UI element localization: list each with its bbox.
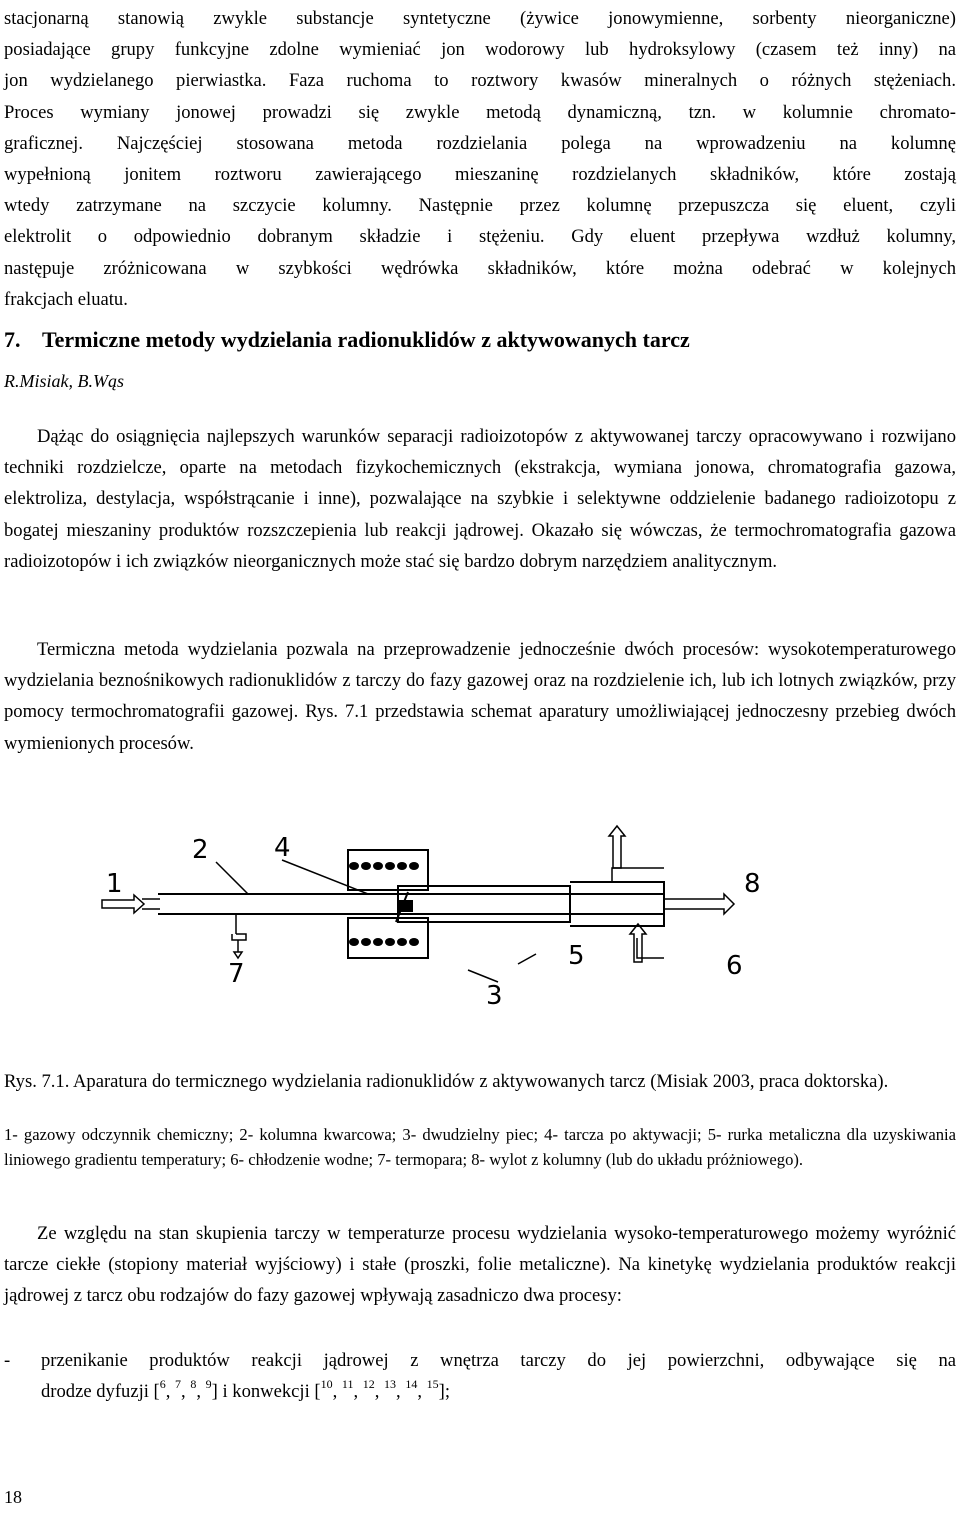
intro-line: następuje zróżnicowana w szybkości wędrówka składników, które można odebrać w kolejnych: [4, 257, 956, 279]
citation-ref: 11: [341, 1377, 354, 1391]
label-5: 5: [568, 941, 585, 971]
intro-line: wypełnioną jonitem roztworu zawierającego mieszaninę rozdzielanych składników, które zostają: [4, 164, 956, 185]
section-number: 7.: [4, 327, 21, 352]
intro-line: elektrolit o odpowiednio dobranym składzie i stężeniu. Gdy eluent przepływa wzdłuż kolumny,: [4, 226, 956, 248]
intro-line: jon wydzielanego pierwiastka. Faza ruchoma to roztwory kwasów mineralnych o różnych stężeniach.: [4, 70, 956, 92]
intro-line: graficznej. Najczęściej stosowana metoda rozdzielania polega na wprowadzeniu na kolumnę: [4, 132, 956, 154]
intro-line: posiadające grupy funkcyjne zdolne wymieniać jon wodorowy lub hydroksylowy (czasem też inny) na: [4, 39, 956, 61]
intro-line: stacjonarną stanowią zwykle substancje syntetyczne (żywice jonowymienne, sorbenty nieorganiczne): [4, 8, 956, 29]
citation-ref: 10: [320, 1377, 333, 1391]
citation-ref: 8: [190, 1377, 197, 1391]
label-3: 3: [486, 981, 503, 1011]
citation-ref: 9: [205, 1377, 212, 1391]
label-4: 4: [274, 833, 291, 863]
intro-line: wtedy zatrzymane na szczycie kolumny. Następnie przez kolumnę przepuszcza się eluent, czyli: [4, 195, 956, 217]
bullet-line-2: drodze dyfuzji [$^6$, $^7$, $^8$, $^9$] i konwekcji [$^{10}$, $^{11}$, $^{12}$, $^{13}$, $^{14}$, $^{15}$];: [41, 1377, 450, 1402]
apparatus-figure: [98, 822, 778, 1027]
citation-refs-convection: $^{10}$, $^{11}$, $^{12}$, $^{13}$, $^{14}$, $^{15}$: [320, 1377, 439, 1402]
paragraph-thermal-method: Termiczna metoda wydzielania pozwala na przeprowadzenie jednocześnie dwóch procesów: wysokotemperaturowego wydzielania beznośnikowych radionuklidów z tarczy do fazy gazowej oraz na rozdzielenie ich, lub ich lotnych związków, przy pomocy termochromatografii gazowej. Rys. 7.1 przedstawia schemat aparatury umożliwiającej jednoczesny przebieg dwóch wymienionych procesów.: [4, 639, 956, 754]
label-1: 1: [106, 869, 123, 899]
figure-legend: 1- gazowy odczynnik chemiczny; 2- kolumna kwarcowa; 3- dwudzielny piec; 4- tarcza po aktywacji; 5- rurka metaliczna dla uzyskiwania liniowego gradientu temperatury; 6- chłodzenie wodne; 7- termopara; 8- wylot z kolumny (lub do układu próżniowego).: [4, 1125, 956, 1169]
water-inlet-arrow-icon: [630, 924, 646, 962]
furnace-bottom-half: [348, 918, 428, 958]
section-authors: R.Misiak, B.Wąs: [4, 371, 124, 391]
paragraph-target-states: Ze względu na stan skupienia tarczy w temperaturze procesu wydzielania wysoko-temperaturowego możemy wyróżnić tarcze ciekłe (stopiony materiał wyjściowy) i stałe (proszki, folie metaliczne). Na kinetykę wydzielania produktów reakcji jądrowej z tarcz obu rodzajów do fazy gazowej wpływają zasadniczo dwa procesy:: [4, 1223, 956, 1307]
bullet-item-diffusion: [4, 1345, 956, 1407]
bullet-dash: -: [4, 1350, 11, 1371]
citation-ref: 12: [362, 1377, 375, 1391]
label-8: 8: [744, 869, 761, 899]
activated-target: [399, 900, 413, 912]
intro-line: frakcjach eluatu.: [4, 288, 128, 310]
citation-ref: 7: [175, 1377, 182, 1391]
label-7: 7: [228, 959, 245, 989]
water-cooling-jacket: [570, 882, 664, 926]
outlet-arrow-icon: [664, 894, 734, 914]
citation-refs-diffusion: $^6$, $^7$, $^8$, $^9$: [159, 1377, 212, 1402]
bullet-line-1: przenikanie produktów reakcji jądrowej z wnętrza tarczy do jej powierzchni, odbywające się na: [41, 1350, 956, 1371]
section-title: Termiczne metody wydzielania radionuklidów z aktywowanych tarcz: [42, 327, 690, 352]
page-number: 18: [4, 1487, 22, 1507]
label-6: 6: [726, 951, 743, 981]
thermocouple: [232, 914, 246, 940]
citation-ref: 14: [405, 1377, 418, 1391]
figure-caption: Rys. 7.1. Aparatura do termicznego wydzielania radionuklidów z aktywowanych tarcz (Misiak 2003, praca doktorska).: [4, 1071, 889, 1092]
apparatus-schematic: [98, 822, 778, 1022]
water-outlet-arrow-icon: [609, 826, 625, 868]
intro-line: Proces wymiany jonowej prowadzi się zwykle metodą dynamiczną, tzn. w kolumnie chromato-: [4, 101, 956, 123]
paragraph-separation-techniques: Dążąc do osiągnięcia najlepszych warunków separacji radioizotopów z aktywowanej tarczy opracowywano i rozwijano techniki rozdzielcze, oparte na metodach fizykochemicznych (ekstrakcja, wymiana jonowa, chromatografia gazowa, elektroliza, destylacja, współstrącanie i inne), pozwalające na szybkie i selektywne oddzielenie badanego radioizotopu z bogatej mieszaniny produktów rozszczepienia lub reakcji jądrowej. Okazało się wówczas, że termochromatografia gazowa radioizotopów i ich związków nieorganicznych może stać się bardzo dobrym narzędziem analitycznym.: [4, 426, 956, 572]
furnace-top-half: [348, 850, 428, 890]
label-2: 2: [192, 835, 209, 865]
citation-ref: 13: [384, 1377, 397, 1391]
metal-tube: [398, 886, 570, 922]
citation-ref: 15: [426, 1377, 439, 1391]
section-heading: [4, 327, 690, 353]
citation-ref: 6: [159, 1377, 166, 1391]
